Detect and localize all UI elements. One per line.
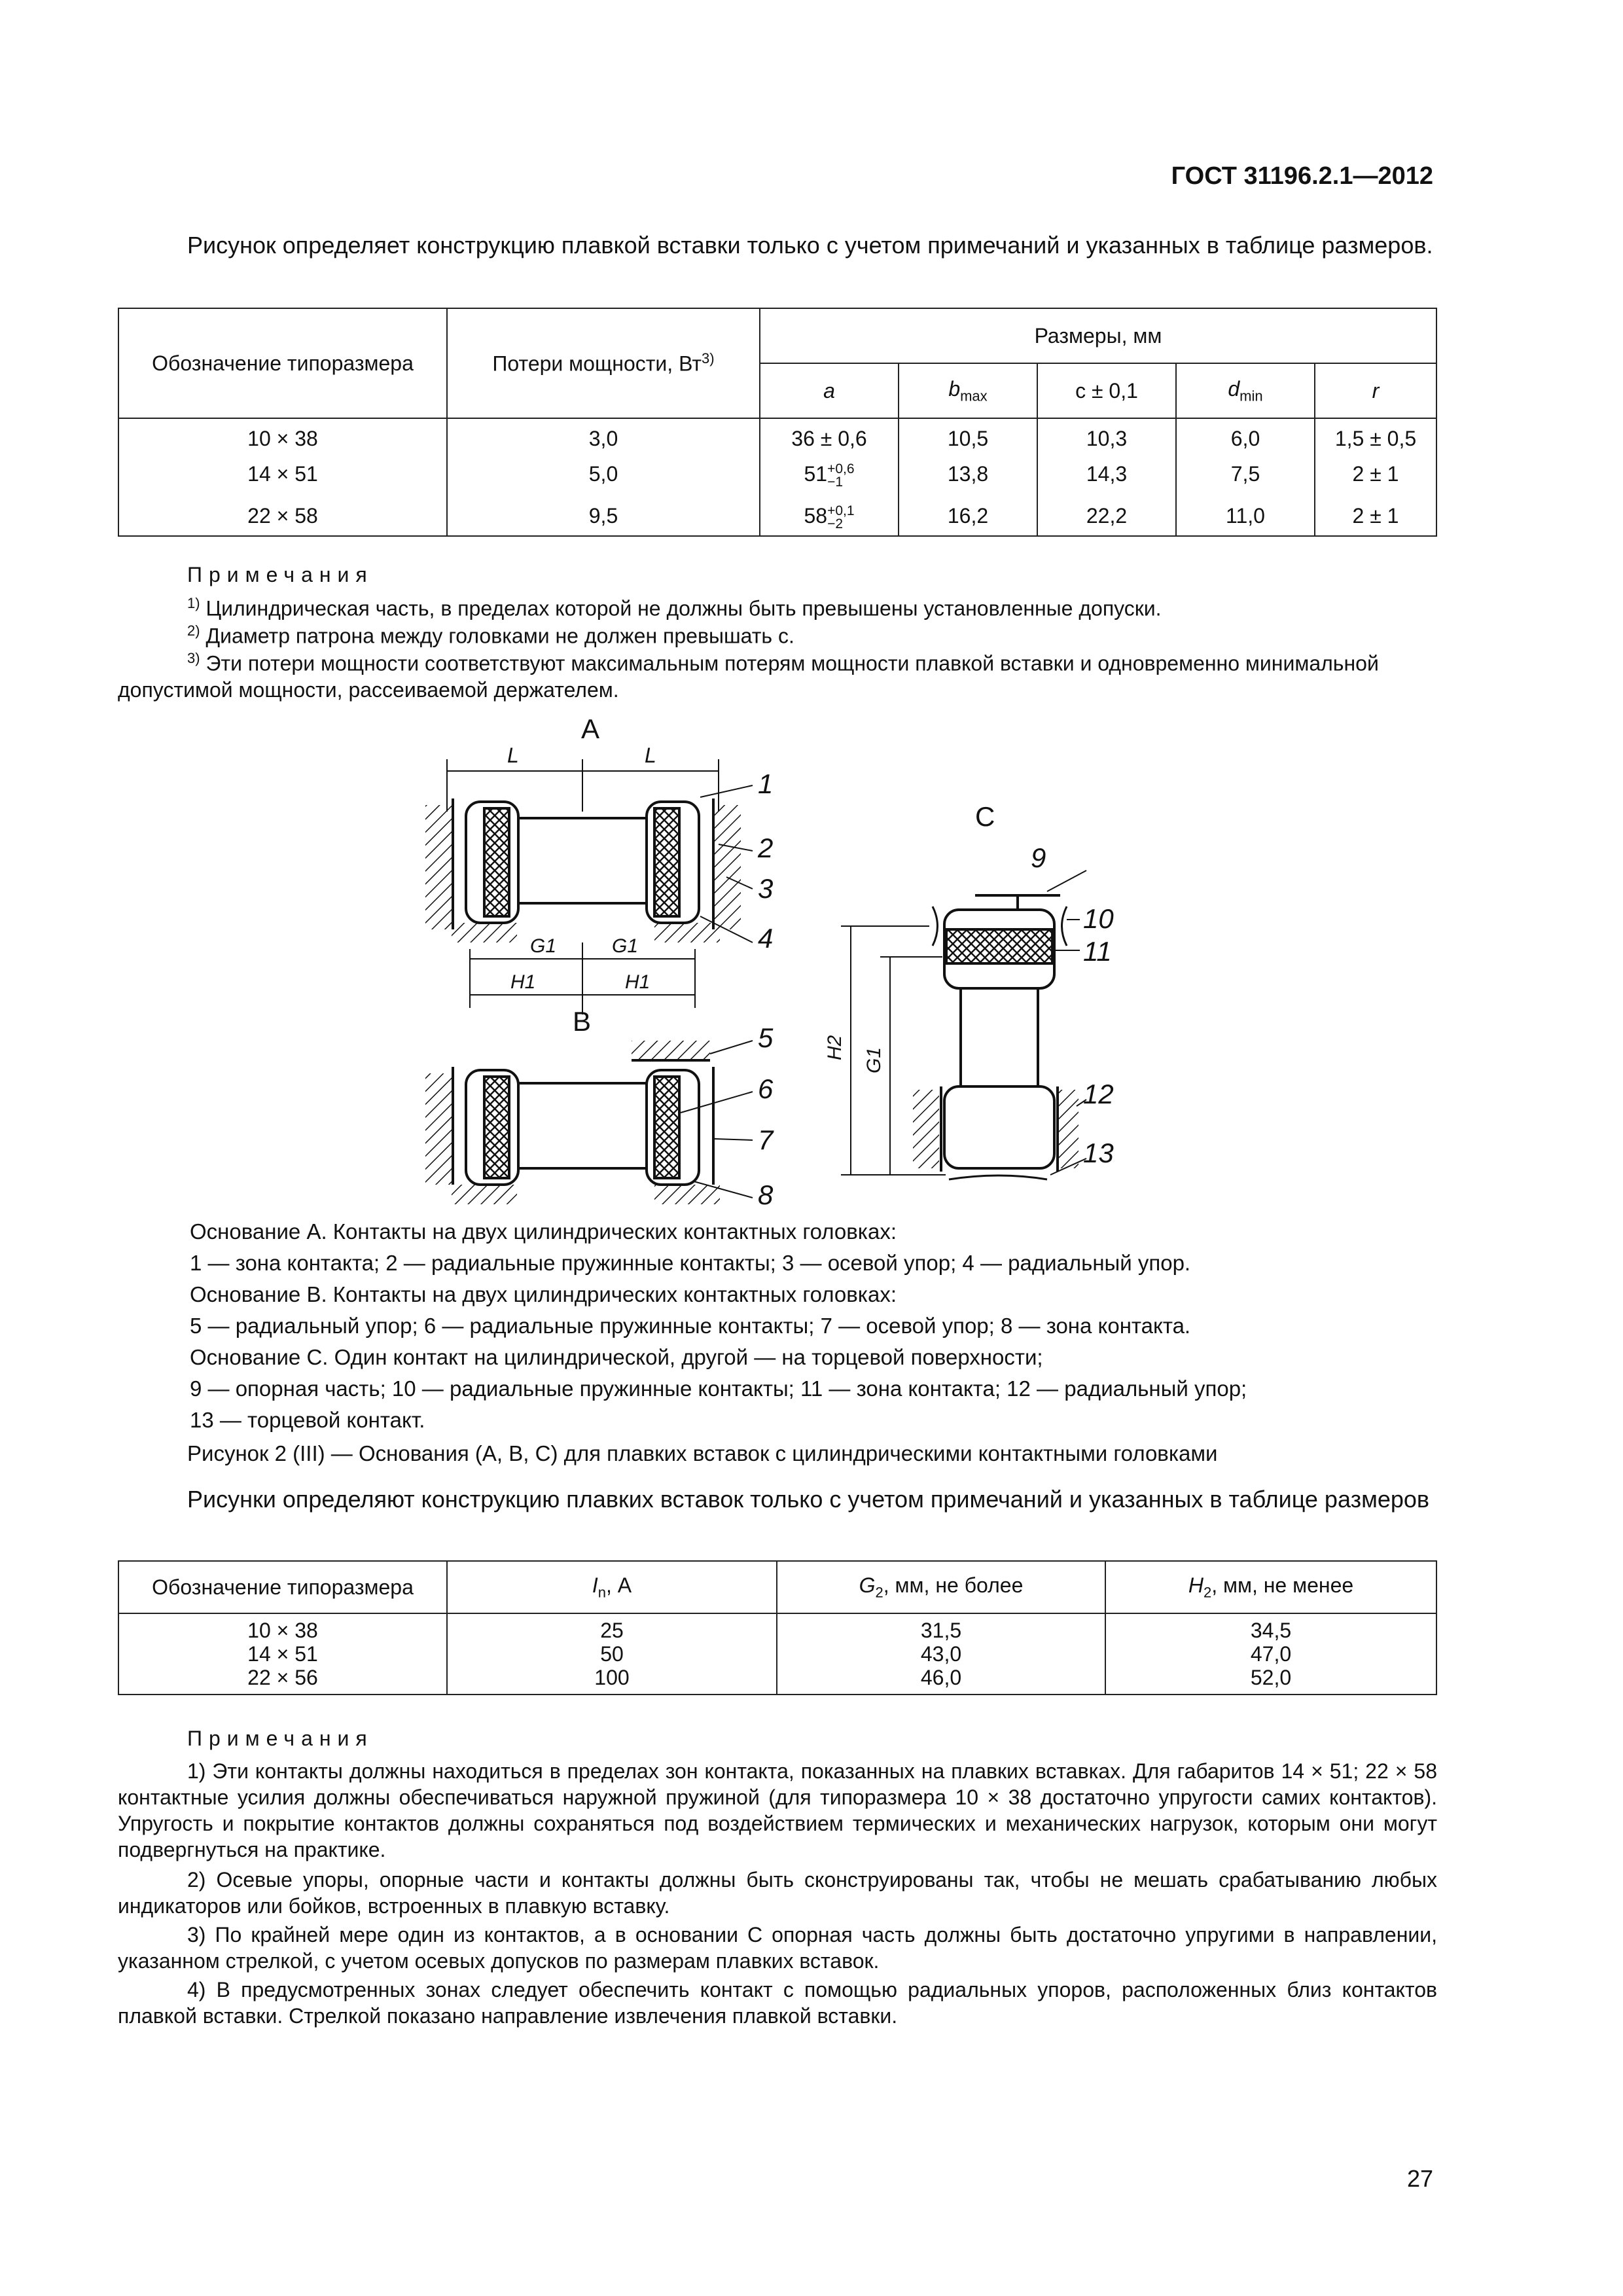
table1-header-power: Потери мощности, $Вт^{3)}$ bbox=[447, 308, 760, 418]
table2-header-designation: Обозначение типоразмера bbox=[118, 1561, 447, 1613]
notes2-item-3: 3) По крайней мере один из контактов, а в основании С опорная часть должны быть достаточно упругими в направлении, указанном стрелкой, с учетом осевых допусков по размерам плавких вставок. bbox=[118, 1923, 1437, 1973]
desc-b-items: 5 — радиальный упор; 6 — радиальные пружинные контакты; 7 — осевой упор; 8 — зона контакта. bbox=[190, 1314, 1191, 1338]
callout-13: 13 bbox=[1083, 1138, 1114, 1168]
callout-3: 3 bbox=[758, 873, 774, 904]
table1-col-d: 6,0 7,5 11,0 bbox=[1176, 418, 1315, 536]
callout-8: 8 bbox=[758, 1179, 774, 1210]
dim-h1-left: H1 bbox=[510, 971, 536, 993]
table1-header-d: $d_{min}$ bbox=[1176, 363, 1315, 418]
table2-col-g2: 31,5 43,0 46,0 bbox=[777, 1613, 1105, 1695]
table1-header-a: a bbox=[760, 363, 899, 418]
table1-header-b: $b_{max}$ bbox=[899, 363, 1037, 418]
callout-5: 5 bbox=[758, 1022, 774, 1053]
view-c-label: C bbox=[975, 801, 995, 832]
notes1-item-3: $^{3)}$ Эти потери мощности соответствуют максимальным потерям мощности плавкой вставки и одновременно минимальной допустимой мощности, рассеиваемой держателем. bbox=[118, 650, 1379, 702]
desc-a-items: 1 — зона контакта; 2 — радиальные пружинные контакты; 3 — осевой упор; 4 — радиальный упор. bbox=[190, 1251, 1191, 1275]
table1-col-c: 10,3 14,3 22,2 bbox=[1037, 418, 1176, 536]
table2-header-h2: $H_2$, мм, не менее bbox=[1105, 1561, 1436, 1613]
contacts-table bbox=[118, 1560, 1437, 1695]
figure-caption: Рисунок 2 (III) — Основания (А, В, С) для плавких вставок с цилиндрическими контактными головками bbox=[187, 1441, 1218, 1465]
table1-header-c: c ± 0,1 bbox=[1037, 363, 1176, 418]
desc-c-title: Основание С. Один контакт на цилиндрической, другой — на торцевой поверхности; bbox=[190, 1345, 1043, 1369]
dim-l-left: L bbox=[507, 744, 519, 767]
table2-body bbox=[118, 1613, 1436, 1695]
callout-10: 10 bbox=[1083, 903, 1114, 934]
table2-header-in: $I_n$, А bbox=[447, 1561, 777, 1613]
desc-b-title: Основание В. Контакты на двух цилиндрических контактных головках: bbox=[190, 1282, 897, 1306]
callout-9: 9 bbox=[1031, 842, 1046, 873]
desc-c-items-2: 13 — торцевой контакт. bbox=[190, 1408, 425, 1432]
table1-header-r: r bbox=[1315, 363, 1436, 418]
intro-paragraph-1: Рисунок определяет конструкцию плавкой вставки только с учетом примечаний и указанных в таблице размеров. bbox=[187, 232, 1433, 259]
callout-12: 12 bbox=[1083, 1079, 1114, 1109]
desc-c-items-1: 9 — опорная часть; 10 — радиальные пружинные контакты; 11 — зона контакта; 12 — радиальный упор; bbox=[190, 1376, 1247, 1401]
callout-2: 2 bbox=[758, 833, 774, 863]
dim-g1-left: G1 bbox=[530, 935, 557, 957]
desc-a-title: Основание А. Контакты на двух цилиндрических контактных головках: bbox=[190, 1219, 897, 1244]
dim-h2: H2 bbox=[824, 1035, 846, 1060]
table1-col-r: 1,5 ± 0,5 2 ± 1 2 ± 1 bbox=[1315, 418, 1436, 536]
table1-col-power: 3,0 5,0 9,5 bbox=[447, 418, 760, 536]
table1-header-designation: Обозначение типоразмера bbox=[118, 308, 447, 418]
notes2-item-2: 2) Осевые упоры, опорные части и контакты должны быть сконструированы так, чтобы не мешать срабатыванию любых индикаторов или бойков, встроенных в плавкую вставку. bbox=[118, 1868, 1437, 1918]
callout-1: 1 bbox=[758, 768, 774, 799]
notes1-heading: Примечания bbox=[187, 563, 374, 586]
notes2-item-1: 1) Эти контакты должны находиться в пределах зон контакта, показанных на плавких вставках. Для габаритов 14 × 51; 22 × 58 контактные усилия должны обеспечиваться наружной пружиной (для типоразмера 10 × 38 достаточно упругости самих контактов). Упругость и покрытие контактов должны сохраняться под воздействием термических и механических нагрузок, которым они могут подвергнуться на практике. bbox=[118, 1759, 1437, 1861]
callout-11: 11 bbox=[1083, 936, 1112, 967]
notes2-item-4: 4) В предусмотренных зонах следует обеспечить контакт с помощью радиальных упоров, расположенных близ контактов плавкой вставки. Стрелкой показано направление извлечения плавкой вставки. bbox=[118, 1978, 1437, 2028]
page-number: 27 bbox=[1406, 2165, 1433, 2192]
callout-6: 6 bbox=[758, 1073, 774, 1104]
dim-h1-right: H1 bbox=[625, 971, 651, 993]
intro-paragraph-2: Рисунки определяют конструкцию плавких вставок только с учетом примечаний и указанных в таблице размеров bbox=[187, 1486, 1430, 1513]
view-a-label: A bbox=[581, 713, 600, 744]
callout-7: 7 bbox=[758, 1124, 774, 1155]
dim-l-right: L bbox=[645, 744, 656, 767]
table1-header-dimensions: Размеры, мм bbox=[760, 308, 1436, 363]
standard-code: ГОСТ 31196.2.1—2012 bbox=[1171, 162, 1433, 190]
table2-header-g2: $G_2$, мм, не более bbox=[777, 1561, 1105, 1613]
notes1-item-1: $^{1)}$ Цилиндрическая часть, в пределах которой не должны быть превышены установленные допуски. bbox=[187, 595, 1162, 620]
callout-4: 4 bbox=[758, 923, 774, 954]
notes2-heading: Примечания bbox=[187, 1727, 374, 1750]
table1-col-a: 36 ± 0,6 51 +0,6 −1 58 +0,1 −2 bbox=[760, 418, 899, 536]
dim-g1-right: G1 bbox=[612, 935, 639, 957]
figure-description bbox=[190, 1216, 1433, 1436]
table2-col-h2: 34,5 47,0 52,0 bbox=[1105, 1613, 1436, 1695]
view-b-label: B bbox=[573, 1006, 592, 1037]
table2-col-in: 25 50 100 bbox=[447, 1613, 777, 1695]
table1-col-size: 10 × 38 14 × 51 22 × 58 bbox=[118, 418, 447, 536]
table1-col-b: 10,5 13,8 16,2 bbox=[899, 418, 1037, 536]
table2-col-size: 10 × 38 14 × 51 22 × 56 bbox=[118, 1613, 447, 1695]
notes1-item-2: $^{2)}$ Диаметр патрона между головками не должен превышать c. bbox=[187, 622, 794, 648]
dim-g1-c: G1 bbox=[863, 1047, 885, 1073]
